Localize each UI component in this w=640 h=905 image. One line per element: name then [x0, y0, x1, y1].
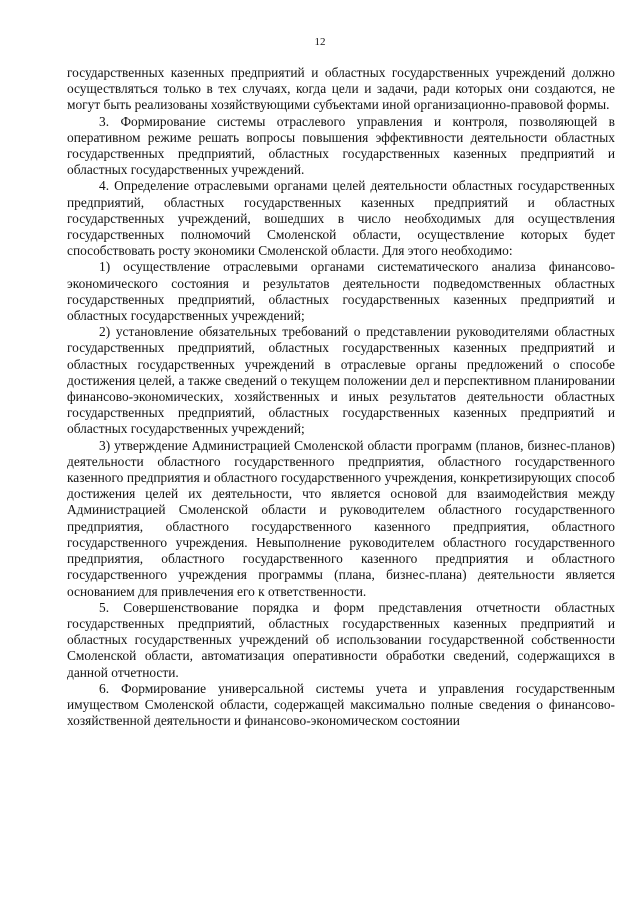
- page-number: 12: [314, 36, 326, 48]
- document-body: [67, 65, 615, 729]
- paragraph-item-4: 4. Определение отраслевыми органами целей деятельности областных государственных предприятий, областных государственных казенных предприятий и областных государственных учреждений, вошедших в число необходимых для осуществления государственных полномочий Смоленской области, осуществление которых будет способствовать росту экономики Смоленской области. Для этого необходимо:: [67, 178, 615, 259]
- paragraph-subitem-3: 3) утверждение Администрацией Смоленской области программ (планов, бизнес-планов) деятельности областного государственного предприятия, областного государственного казенного предприятия и областного государственного учреждения, конкретизирующих способ достижения целей их деятельности, что является основой для взаимодействия между Администрацией Смоленской области и руководителем областного государственного предприятия, областного государственного казенного предприятия, областного государственного учреждения. Невыполнение руководителем областного государственного предприятия, областного государственного казенного предприятия и областного государственного учреждения программы (плана, бизнес-плана) деятельности является основанием для привлечения его к ответственности.: [67, 437, 615, 599]
- paragraph-item-3: 3. Формирование системы отраслевого управления и контроля, позволяющей в оперативном режиме решать вопросы повышения эффективности деятельности областных государственных предприятий, областных государственных казенных предприятий и областных государственных учреждений.: [67, 113, 615, 178]
- paragraph-subitem-2: 2) установление обязательных требований о представлении руководителями областных государственных предприятий, областных государственных казенных предприятий и областных государственных учреждений в отраслевые органы предложений о способе достижения целей, а также сведений о текущем положении дел и перспективном планировании финансово-экономических, хозяйственных и иных результатов деятельности областных государственных предприятий, областных государственных казенных предприятий и областных государственных учреждений;: [67, 324, 615, 437]
- paragraph-subitem-1: 1) осуществление отраслевыми органами систематического анализа финансово-экономического состояния и результатов деятельности подведомственных областных государственных предприятий, областных государственных казенных предприятий и областных государственных учреждений;: [67, 259, 615, 324]
- paragraph-item-5: 5. Совершенствование порядка и форм представления отчетности областных государственных предприятий, областных государственных казенных предприятий и областных государственных учреждений об использовании государственной собственности Смоленской области, автоматизация оперативности обработки сведений, содержащихся в данной отчетности.: [67, 599, 615, 680]
- paragraph-continuation: государственных казенных предприятий и областных государственных учреждений должно осуществляться только в тех случаях, когда цели и задачи, ради которых они создаются, не могут быть реализованы хозяйствующими субъектами иной организационно-правовой формы.: [67, 65, 615, 113]
- paragraph-item-6: 6. Формирование универсальной системы учета и управления государственным имуществом Смоленской области, содержащей максимально полные сведения о финансово-хозяйственной деятельности и финансово-экономическом состоянии: [67, 680, 615, 729]
